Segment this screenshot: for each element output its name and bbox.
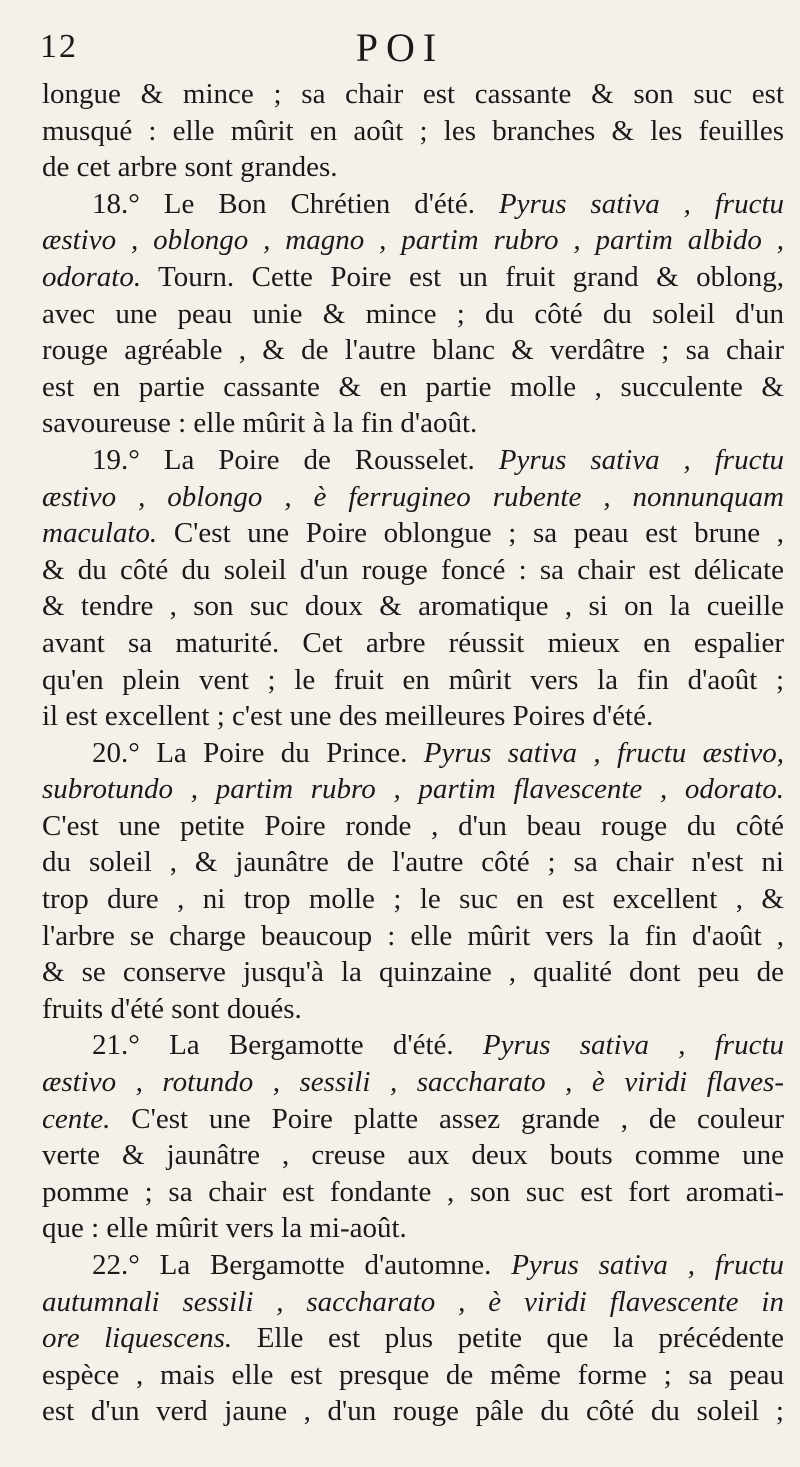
text-segment: que : elle mûrit vers la mi-août.: [42, 1212, 407, 1245]
text-line: [42, 405, 784, 442]
text-segment: avant sa maturité. Cet arbre réussit mieux en espalier: [42, 626, 784, 659]
text-segment: il est excellent ; c'est une des meilleures Poires d'été.: [42, 700, 654, 733]
text-segment: est d'un verd jaune , d'un rouge pâle du côté du soleil ;: [42, 1395, 784, 1428]
text-line: [42, 662, 784, 699]
text-line: [42, 442, 784, 479]
text-line: [42, 1357, 784, 1394]
text-line: [42, 1137, 784, 1174]
text-line: [42, 735, 784, 772]
text-segment: l'arbre se charge beaucoup : elle mûrit vers la fin d'août ,: [42, 919, 784, 952]
text-line: [42, 479, 784, 516]
text-line: [42, 369, 784, 406]
latin-italic-text: subrotundo , partim rubro , partim flavescente , odorato.: [42, 773, 784, 806]
text-segment: 21.° La Bergamotte d'été.: [92, 1029, 483, 1062]
text-segment: 22.° La Bergamotte d'automne.: [92, 1249, 512, 1281]
text-segment: musqué : elle mûrit en août ; les branches & les feuilles: [42, 114, 784, 147]
text-segment: avec une peau unie & mince ; du côté du soleil d'un: [42, 297, 784, 330]
text-line: [42, 954, 784, 991]
text-segment: & se conserve jusqu'à la quinzaine , qualité dont peu de: [42, 956, 784, 989]
text-line: [42, 186, 784, 223]
text-segment: verte & jaunâtre , creuse aux deux bouts comme une: [42, 1139, 784, 1172]
latin-italic-text: Pyrus sativa , fructu: [511, 1249, 785, 1281]
text-line: [42, 991, 784, 1028]
latin-italic-text: æstivo , rotundo , sessili , saccharato , è viridi flaves-: [42, 1066, 784, 1099]
text-line: [42, 1393, 784, 1430]
page-header: [40, 25, 760, 74]
latin-italic-text: æstivo , oblongo , magno , partim rubro , partim albido ,: [42, 224, 784, 257]
text-segment: du soleil , & jaunâtre de l'autre côté ; sa chair n'est ni: [42, 846, 784, 879]
text-segment: & tendre , son suc doux & aromatique , si on la cueille: [42, 590, 784, 623]
latin-italic-text: æstivo , oblongo , è ferrugineo rubente , nonnunquam: [42, 480, 784, 513]
text-line: [42, 552, 784, 589]
text-segment: C'est une Poire oblongue ; sa peau est brune ,: [157, 517, 784, 550]
text-segment: pomme ; sa chair est fondante , son suc est fort aromati-: [42, 1175, 784, 1208]
text-line: [42, 296, 784, 333]
text-line: [42, 588, 784, 625]
text-segment: trop dure , ni trop molle ; le suc en est excellent , &: [42, 883, 784, 916]
text-line: [42, 625, 784, 662]
text-line: [42, 259, 784, 296]
text-line: [42, 1320, 784, 1357]
text-line: [42, 771, 784, 808]
text-segment: & du côté du soleil d'un rouge foncé : sa chair est délicate: [42, 553, 784, 586]
latin-italic-text: maculato.: [42, 517, 158, 550]
text-segment: 19.° La Poire de Rousselet.: [92, 443, 499, 476]
text-segment: 20.° La Poire du Prince.: [92, 736, 424, 769]
text-line: [42, 515, 784, 552]
text-line: [42, 76, 784, 113]
text-segment: Elle est plus petite que la précédente: [232, 1322, 784, 1355]
text-line: [42, 149, 784, 186]
text-line: [42, 808, 784, 845]
text-segment: C'est une petite Poire ronde , d'un beau rouge du côté: [42, 809, 784, 842]
text-line: [42, 918, 784, 955]
text-segment: Tourn. Cette Poire est un fruit grand & oblong,: [141, 260, 784, 293]
text-line: [42, 698, 784, 735]
text-line: [42, 1064, 784, 1101]
text-segment: est en partie cassante & en partie molle , succulente &: [42, 370, 784, 403]
latin-italic-text: Pyrus sativa , fructu æstivo,: [423, 736, 784, 769]
text-line: [42, 1210, 784, 1247]
text-line: [42, 332, 784, 369]
text-segment: rouge agréable , & de l'autre blanc & verdâtre ; sa chair: [42, 334, 784, 367]
text-segment: fruits d'été sont doués.: [42, 992, 302, 1025]
latin-italic-text: cente.: [42, 1102, 111, 1135]
latin-italic-text: Pyrus sativa , fructu: [482, 1029, 784, 1062]
text-line: [42, 222, 784, 259]
latin-italic-text: odorato.: [42, 260, 142, 293]
text-segment: espèce , mais elle est presque de même forme ; sa peau: [42, 1358, 784, 1391]
text-line: [42, 1027, 784, 1064]
page-number: 12: [40, 28, 78, 65]
text-line: [42, 113, 784, 150]
text-segment: 18.° Le Bon Chrétien d'été.: [92, 187, 499, 220]
text-segment: de cet arbre sont grandes.: [42, 151, 338, 184]
latin-italic-text: Pyrus sativa , fructu: [498, 443, 784, 476]
latin-italic-text: Pyrus sativa , fructu: [498, 187, 784, 220]
text-line: [42, 1284, 784, 1321]
text-segment: C'est une Poire platte assez grande , de couleur: [110, 1102, 784, 1135]
text-segment: longue & mince ; sa chair est cassante & son suc est: [42, 78, 784, 110]
text-line: [42, 1174, 784, 1211]
text-line: [42, 881, 784, 918]
latin-italic-text: ore liquescens.: [42, 1322, 233, 1355]
text-line: [42, 844, 784, 881]
latin-italic-text: autumnali sessili , saccharato , è viridi flavescente in: [42, 1285, 784, 1318]
text-segment: savoureuse : elle mûrit à la fin d'août.: [42, 407, 478, 440]
running-head: POI: [355, 25, 445, 70]
text-body: [42, 76, 784, 1430]
text-line: [42, 1101, 784, 1138]
text-line: [42, 1247, 784, 1284]
text-segment: qu'en plein vent ; le fruit en mûrit vers la fin d'août ;: [42, 663, 784, 696]
